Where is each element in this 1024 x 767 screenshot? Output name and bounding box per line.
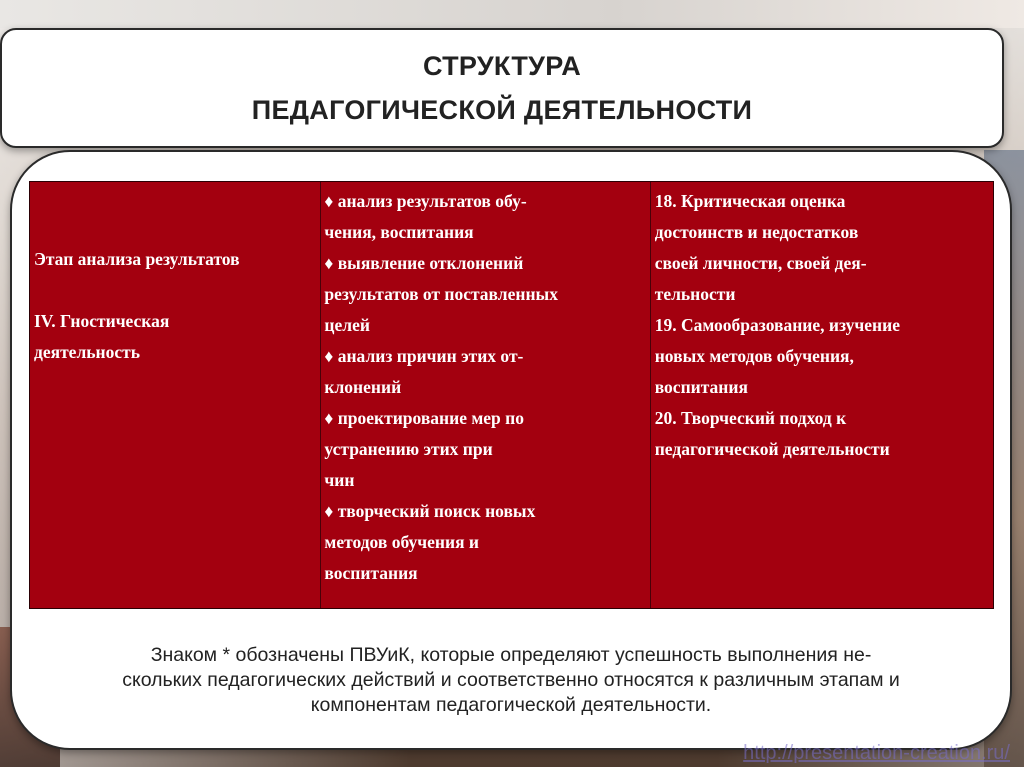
skill-line: 20. Творческий подход к: [654, 408, 847, 428]
activity-type-cont: деятельность: [34, 342, 140, 362]
slide-title-line-2: ПЕДАГОГИЧЕСКОЙ ДЕЯТЕЛЬНОСТИ: [251, 95, 753, 125]
action-line: воспитания: [324, 563, 418, 583]
action-line: ♦ анализ результатов обу-: [324, 191, 527, 211]
footnote-line-2: скольких педагогических действий и соответственно относятся к различным этапам и: [122, 669, 900, 691]
background-top-strip: [0, 0, 1024, 28]
action-line: чин: [324, 470, 355, 490]
skill-line: достоинств и недостатков: [654, 222, 859, 242]
action-line: ♦ выявление отклонений: [324, 253, 524, 273]
action-line: ♦ творческий поиск новых: [324, 501, 536, 521]
action-line: ♦ анализ причин этих от-: [324, 346, 524, 366]
action-line: чения, воспитания: [324, 222, 474, 242]
action-line: устранению этих при: [324, 439, 493, 459]
stage-name: Этап анализа результатов: [34, 249, 240, 269]
action-line: методов обучения и: [324, 532, 480, 552]
table-cell-skills: [651, 182, 993, 608]
table-cell-actions: [321, 182, 650, 608]
action-line: результатов от поставленных: [324, 284, 558, 304]
footnote-line-1: Знаком * обозначены ПВУиК, которые определяют успешность выполнения не-: [150, 644, 872, 666]
action-line: целей: [324, 315, 370, 335]
structure-table: [29, 181, 994, 609]
slide-title-line-1: СТРУКТУРА: [422, 51, 582, 81]
skill-line: педагогической деятельности: [654, 439, 890, 459]
footnote-line-3: компонентам педагогической деятельности.: [310, 694, 712, 716]
skill-line: 18. Критическая оценка: [654, 191, 846, 211]
action-line: ♦ проектирование мер по: [324, 408, 524, 428]
skill-line: 19. Самообразование, изучение: [654, 315, 900, 335]
skill-line: тельности: [654, 284, 736, 304]
activity-type: IV. Гностическая: [34, 311, 170, 331]
action-line: клонений: [324, 377, 402, 397]
skill-line: новых методов обучения,: [654, 346, 854, 366]
watermark-link[interactable]: http://presentation-creation.ru/: [743, 742, 1010, 764]
table-cell-stage: [30, 182, 321, 608]
skill-line: своей личности, своей дея-: [654, 253, 867, 273]
footnote: [30, 643, 992, 718]
slide-title-box: [0, 28, 1004, 148]
skill-line: воспитания: [654, 377, 748, 397]
